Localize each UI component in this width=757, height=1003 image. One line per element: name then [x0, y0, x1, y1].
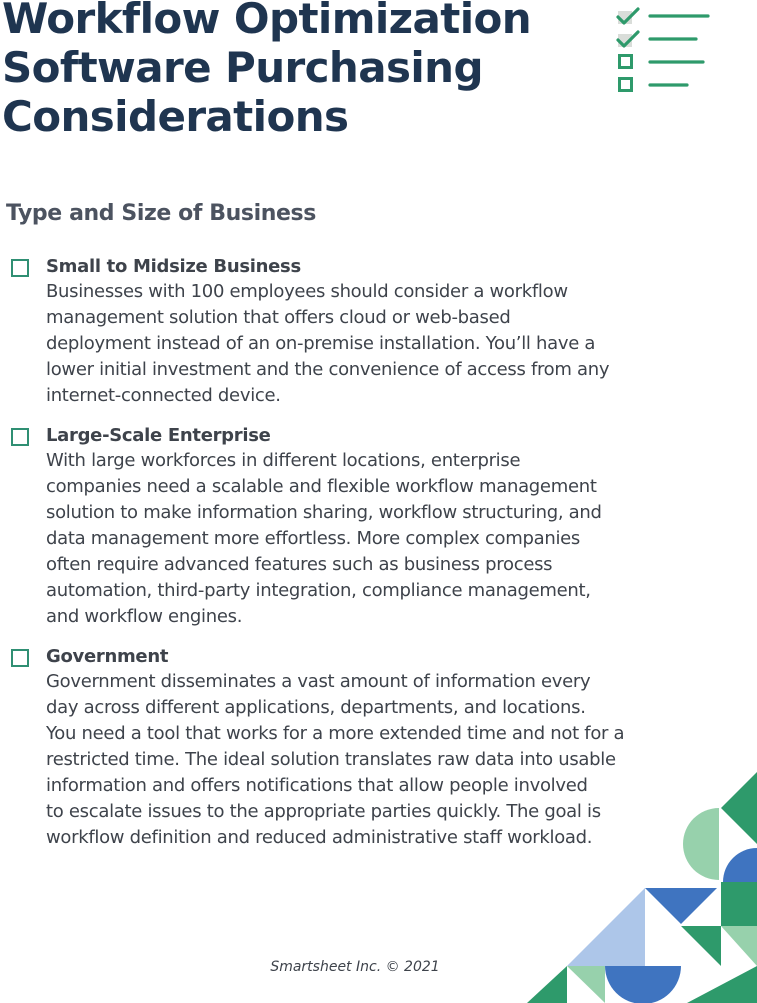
item-description [46, 448, 686, 630]
item-description-line: to escalate issues to the appropriate parties quickly. The goal is [46, 801, 601, 822]
item-description-line: data management more effortless. More complex companies [46, 528, 581, 549]
page-title-line: Software Purchasing [2, 43, 483, 92]
item-title: Government [46, 646, 169, 667]
item-description-line: often require advanced features such as business process [46, 554, 553, 575]
item-title: Small to Midsize Business [46, 256, 301, 277]
item-description-line: automation, third-party integration, compliance management, [46, 580, 591, 601]
checkbox-icon[interactable] [11, 259, 29, 277]
item-description-line: deployment instead of an on-premise installation. You’ll have a [46, 333, 596, 354]
page-title [2, 0, 592, 141]
item-title: Large-Scale Enterprise [46, 425, 271, 446]
item-description-line: internet-connected device. [46, 385, 281, 406]
item-description-line: Government disseminates a vast amount of information every [46, 671, 591, 692]
page-title-line: Workflow Optimization [2, 0, 532, 43]
item-description-line: With large workforces in different locations, enterprise [46, 450, 521, 471]
footer-copyright: Smartsheet Inc. © 2021 [270, 959, 440, 975]
checkbox-icon[interactable] [11, 428, 29, 446]
section-heading: Type and Size of Business [6, 201, 316, 226]
item-description-line: companies need a scalable and flexible workflow management [46, 476, 597, 497]
item-description [46, 279, 686, 409]
item-description-line: and workflow engines. [46, 606, 243, 627]
item-description-line: You need a tool that works for a more extended time and not for a [46, 723, 625, 744]
item-description-line: Businesses with 100 employees should consider a workflow [46, 281, 568, 302]
item-description-line: lower initial investment and the convenience of access from any [46, 359, 610, 380]
checkbox-icon[interactable] [11, 649, 29, 667]
item-description-line: solution to make information sharing, workflow structuring, and [46, 502, 602, 523]
item-description-line: management solution that offers cloud or web-based [46, 307, 511, 328]
item-description-line: day across different applications, departments, and locations. [46, 697, 586, 718]
item-description-line: workflow definition and reduced administrative staff workload. [46, 827, 593, 848]
item-description-line: restricted time. The ideal solution translates raw data into usable [46, 749, 616, 770]
page-title-line: Considerations [2, 92, 349, 141]
checklist-icon [612, 6, 716, 98]
item-description-line: information and offers notifications that allow people involved [46, 775, 588, 796]
geometric-pattern [527, 772, 757, 1003]
